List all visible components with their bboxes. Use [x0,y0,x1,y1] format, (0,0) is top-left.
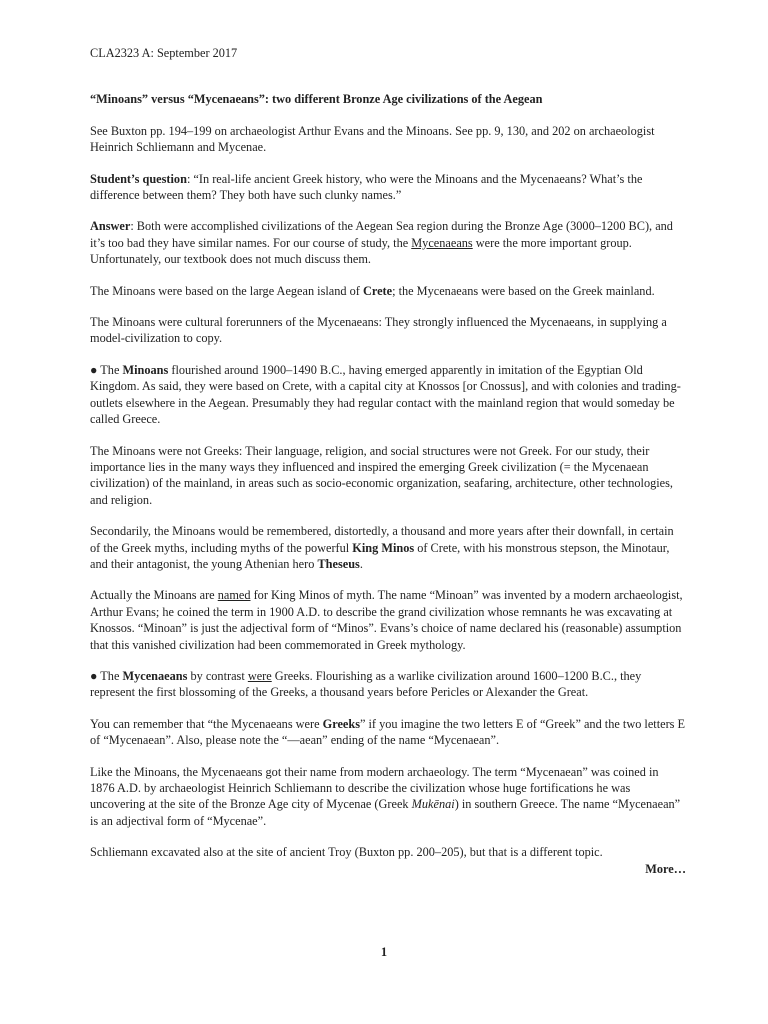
underlined-mycenaeans: Mycenaeans [411,235,473,250]
italic-mukenai: Mukēnai [411,797,455,812]
paragraph-references: See Buxton pp. 194–199 on archaeologist Arthur Evans and the Minoans. See pp. 9, 130, and 202 on archaeologist Heinrich Schliemann and Mycenae. [90,123,655,155]
paragraph-not-greeks: The Minoans were not Greeks: Their language, religion, and social structures were not Greek. For our study, their importance lies in the many ways they influenced and inspired the emerging Greek civilization (= the Mycenaean civilization) of the mainland, in areas such as socio-economic organization, seafaring, architecture, other technologies, and religion. [90,443,673,507]
paragraph-remember [90,716,686,749]
paragraph-answer [90,218,686,267]
schliemann-text-2: ) in southern Greece. The name “Mycenaean” is an adjectival form of “Mycenae”. [90,797,681,828]
student-question-text: : “In real-life ancient Greek history, who were the Minoans and the Mycenaeans? What’s the difference between them? They both have such clunky names.” [90,171,643,203]
page-number: 1 [380,945,388,959]
named-text-1: Actually the Minoans are [90,588,218,603]
bold-minoans: Minoans [122,362,169,377]
paragraph-forerunners: The Minoans were cultural forerunners of the Mycenaeans: They strongly influenced the Mycenaeans, in supplying a model-civilization to copy. [90,315,667,346]
document-title: “Minoans” versus “Mycenaeans”: two different Bronze Age civilizations of the Aegean [90,92,543,107]
named-text-2: for King Minos of myth. The name “Minoan” was invented by a modern archaeologist, Arthur Evans; he coined the term in 1900 A.D. to describe the grand civilization whose remnants he was excavating at Knossos. “Minoan” is just the adjectival form of “Minos”. Evans’s choice of name declared his (reasonable) assumption that this vanished civilization had been commemorated in Greek mythology. [90,588,683,652]
bullet-prefix-mycenaeans: ● The [90,668,123,683]
answer-text-1: : Both were accomplished civilizations of the Aegean Sea region during the Bronze Age (3000–1200 BC), and it’s too bad they have similar names. For our course of study, the [90,219,673,250]
minoans-text: flourished around 1900–1490 B.C., having emerged apparently in imitation of the Egyptian Old Kingdom. As said, they were based on Crete, with a capital city at Knossos [or Cnossus], and with colonies and trading-outlets elsewhere in the Aegean. Presumably they had regular contact with the mainland region that would someday be called Greece. [90,362,681,427]
crete-text-1: The Minoans were based on the large Aegean island of [90,283,363,298]
paragraph-mycenaeans-bullet [90,668,686,701]
bold-king-minos: King Minos [352,540,415,555]
label-student-question: Student’s question [90,171,187,186]
paragraph-crete [90,283,686,299]
paragraph-schliemann-name [90,764,686,830]
more-indicator: More… [645,861,686,876]
label-answer: Answer [90,219,131,234]
remember-text-1: You can remember that “the Mycenaeans were [90,716,323,731]
underlined-named: named [217,588,251,603]
bold-greeks: Greeks [322,716,360,731]
bold-mycenaeans: Mycenaeans [122,668,188,683]
mycenaeans-text-1: by contrast [187,668,248,683]
myths-text-3: . [359,556,363,571]
paragraph-myths [90,523,686,572]
paragraph-student-question [90,171,686,204]
answer-text-2: were the more important group. Unfortunately, our textbook does not much discuss them. [90,235,632,267]
paragraph-named [90,587,686,653]
schliemann-text-1: Like the Minoans, the Mycenaeans got their name from modern archaeology. The term “Mycenaean” was coined in 1876 A.D. by archaeologist Heinrich Schliemann to describe the civilization whose huge fortifications he was uncovering at the site of the Bronze Age city of Mycenae (Greek [90,764,659,812]
course-header: CLA2323 A: September 2017 [90,46,238,60]
remember-text-2: ” if you imagine the two letters E of “Greek” and the two letters E of “Mycenaean”. Also, please note the “—aean” ending of the name “Mycenaean”. [90,716,686,748]
paragraph-troy: Schliemann excavated also at the site of ancient Troy (Buxton pp. 200–205), but that is a different topic. [90,845,603,860]
paragraph-minoans-bullet [90,362,686,428]
bold-crete: Crete [362,283,393,298]
mycenaeans-text-2: Greeks. Flourishing as a warlike civilization around 1600–1200 B.C., they represent the first blossoming of the Greeks, a thousand years before Pericles or Alexander the Great. [90,668,642,700]
myths-text-1: Secondarily, the Minoans would be remembered, distortedly, a thousand and more years after their downfall, in certain of the Greek myths, including myths of the powerful [90,524,674,555]
underlined-were: were [247,668,272,683]
crete-text-2: ; the Mycenaeans were based on the Greek mainland. [392,283,655,298]
bold-theseus: Theseus [317,556,360,571]
bullet-prefix-minoans: ● The [90,362,123,377]
myths-text-2: of Crete, with his monstrous stepson, the Minotaur, and their antagonist, the young Athenian hero [90,540,670,571]
